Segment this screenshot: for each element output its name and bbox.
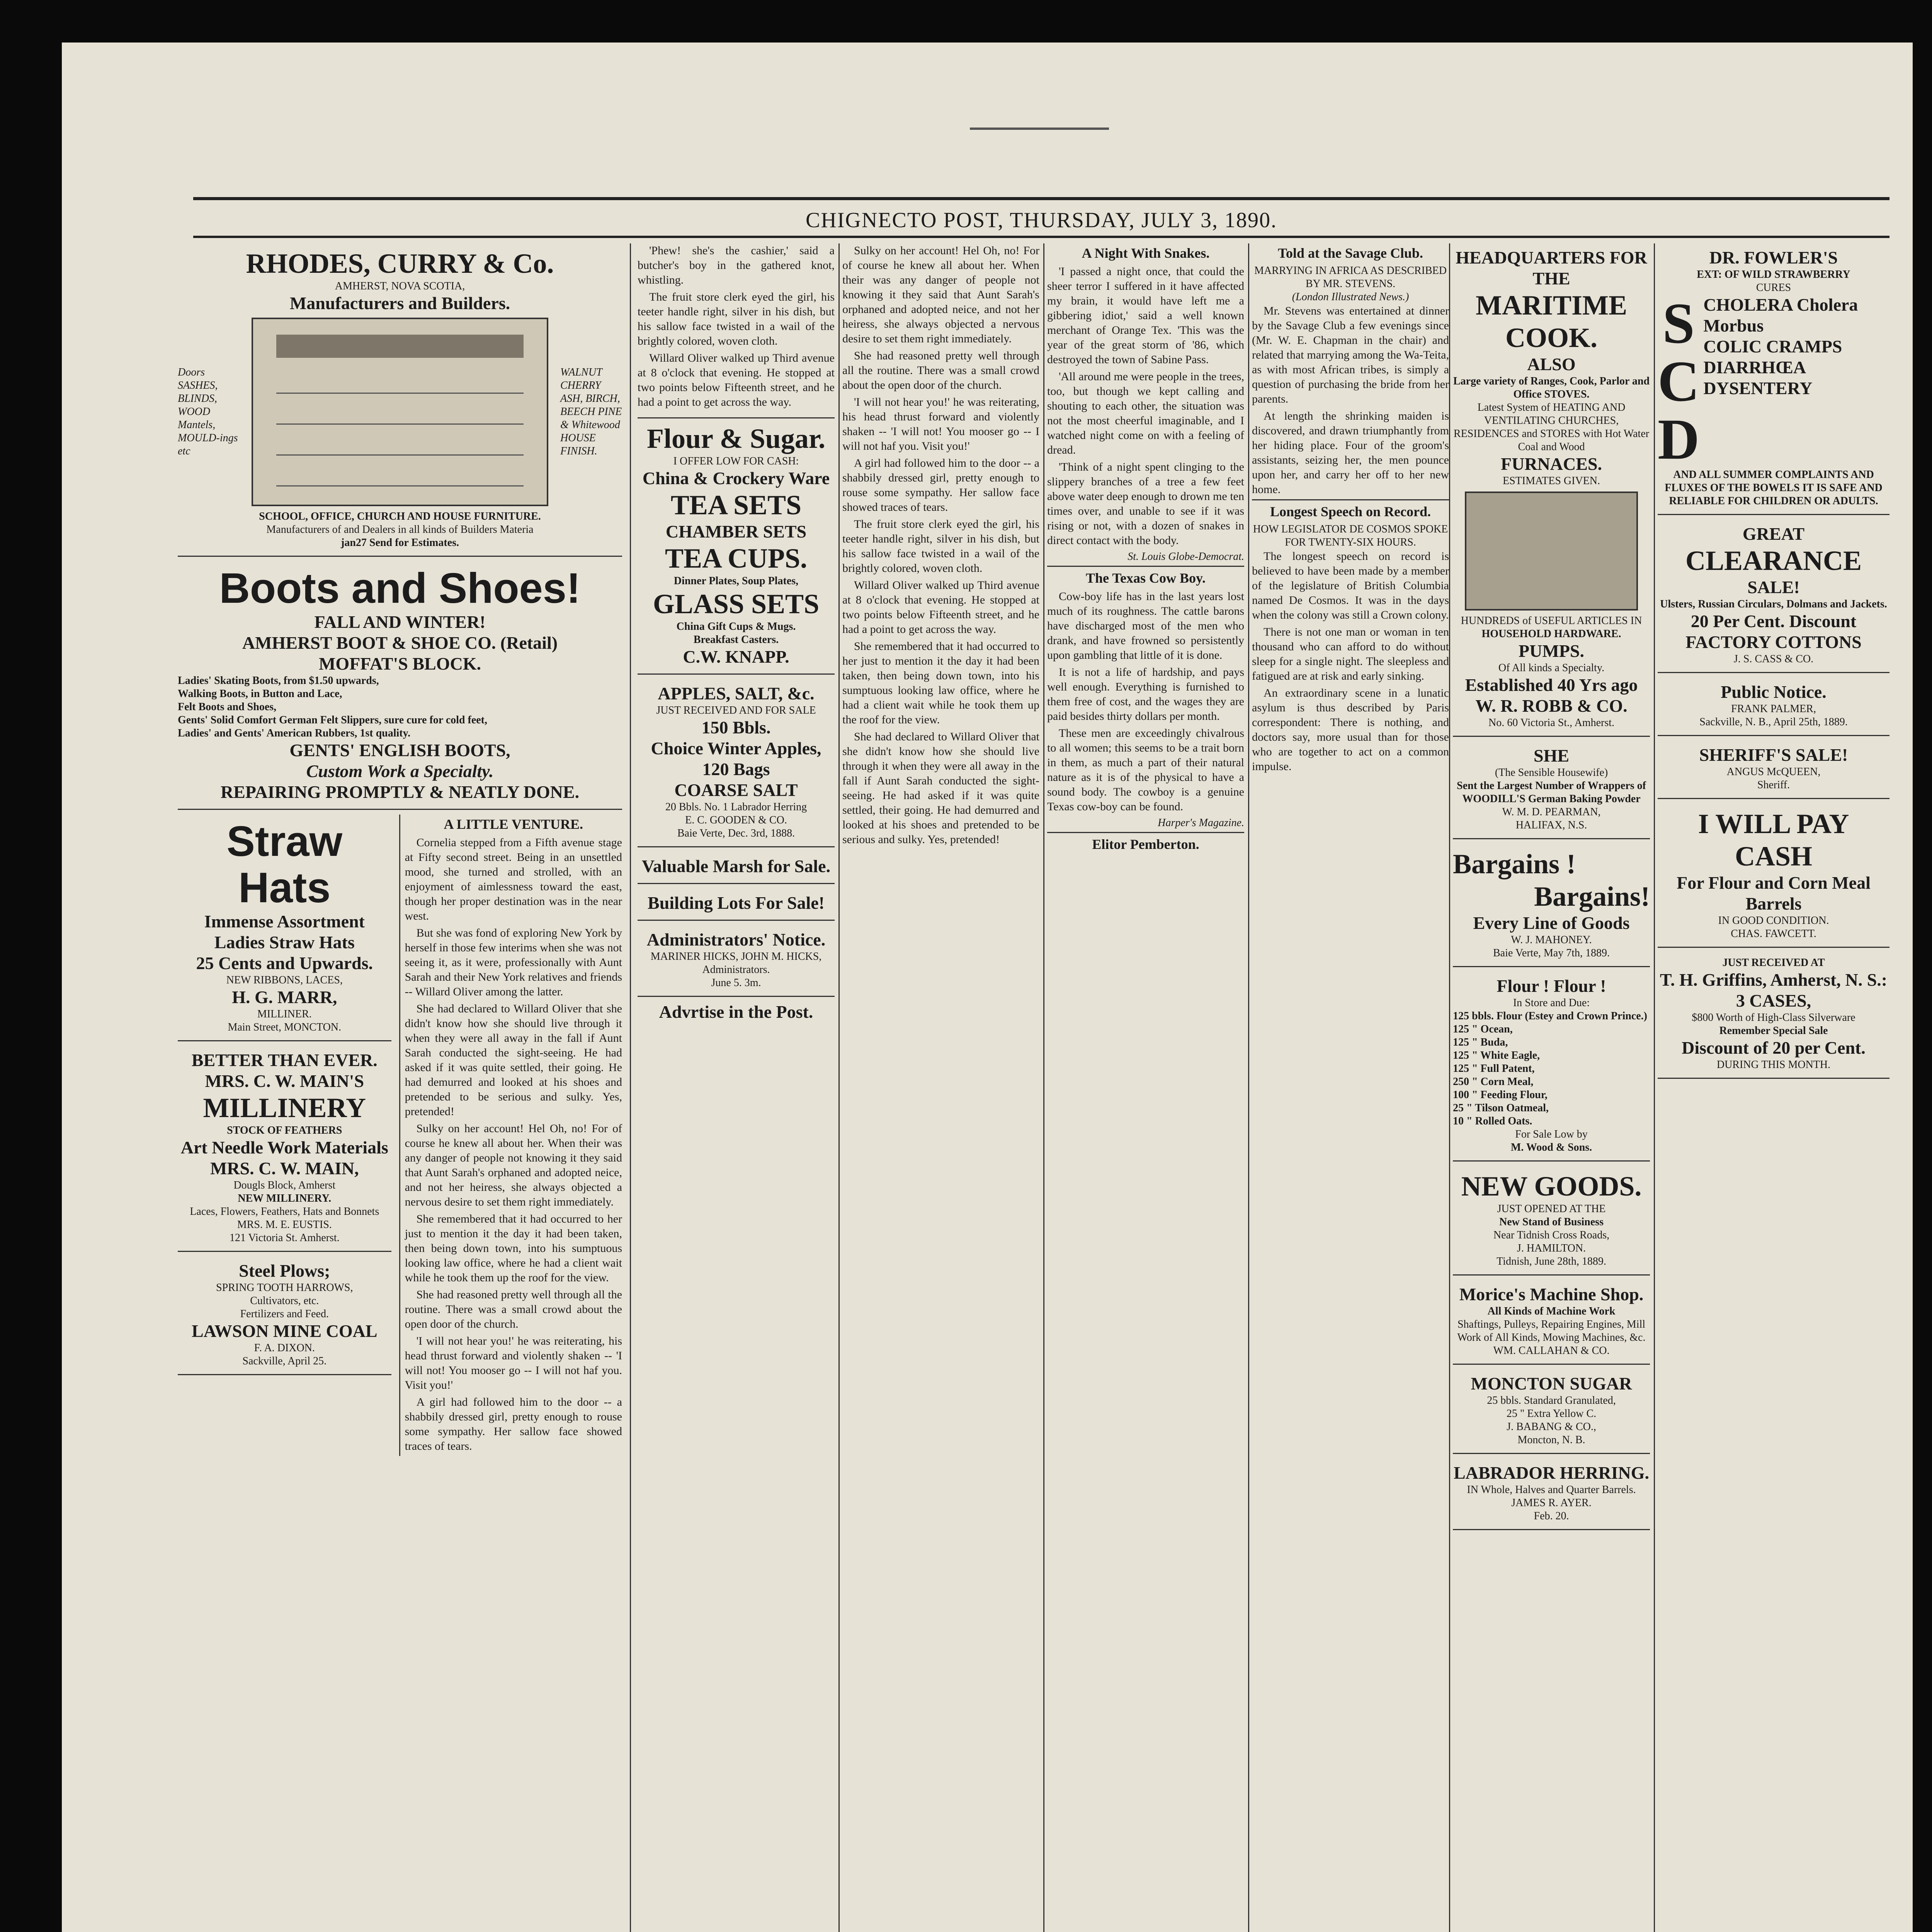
cowboy-p2: It is not a life of hardship, and pays well enough. Everything is furnished to them free of cost, and the wages they are paid besides thirty dollars per month. — [1047, 666, 1244, 723]
apples-choice: Choice Winter Apples, — [651, 738, 821, 758]
speech-sub: HOW LEGISLATOR DE COSMOS SPOKE FOR TWENTY-SIX HOURS. — [1253, 523, 1448, 548]
flour-chamber: CHAMBER SETS — [665, 522, 807, 541]
column-4 — [842, 243, 1039, 1932]
main-feathers: STOCK OF FEATHERS — [227, 1124, 342, 1136]
fowler-cures: CURES — [1756, 282, 1791, 294]
maritime-pumps: PUMPS. — [1519, 641, 1584, 661]
boots-repairing: REPAIRING PROMPTLY & NEATLY DONE. — [220, 782, 580, 802]
newgoods-hamilton: J. HAMILTON. — [1517, 1242, 1586, 1254]
newspaper-page — [62, 43, 1913, 1932]
marr-role: MILLINER. — [257, 1008, 312, 1020]
morice-ad — [1453, 1280, 1650, 1365]
rhodes-tagline: Manufacturers and Builders. — [289, 293, 510, 313]
flour2-row: 125 " Buda, — [1453, 1036, 1508, 1048]
cowboy-credit: Harper's Magazine. — [1158, 817, 1244, 829]
venture-cont-3: 'I will not hear you!' he was reiterating, his head thrust forward and violently shaken -- 'I will not! You mooser go -- I will not haf you. Visit you!' — [842, 396, 1039, 452]
marsh-title: Valuable Marsh for Sale. — [641, 856, 831, 876]
cash-name: CHAS. FAWCETT. — [1731, 928, 1816, 940]
maritime-title: MARITIME COOK. — [1476, 290, 1627, 353]
she-brand: WOODILL'S German Baking Powder — [1462, 793, 1641, 805]
main-laces: Laces, Flowers, Feathers, Hats and Bonnets — [190, 1206, 379, 1218]
moncton-place: Moncton, N. B. — [1517, 1434, 1585, 1446]
newgoods-title: NEW GOODS. — [1461, 1171, 1642, 1202]
fowler-diarrhoea: DIARRHŒA DYSENTERY — [1703, 357, 1813, 398]
fowler-summer: AND ALL SUMMER COMPLAINTS AND FLUXES OF THE BOWELS IT IS SAFE AND RELIABLE FOR CHILDREN OR ADULTS. — [1665, 469, 1883, 507]
morice-shafting: Shaftings, Pulleys, Repairing Engines, Mill Work of All Kinds, Mowing Machines, &c. — [1457, 1318, 1646, 1344]
maritime-robb: W. R. ROBB & CO. — [1475, 696, 1628, 716]
cowboy-p3: These men are exceedingly chivalrous to all women; this seems to be a trait born in them, as much a part of their natural nature as it is of the physical to have a sound body. The cowboy is a genuine Texas cow-boy can be found. — [1047, 727, 1244, 813]
flour2-title: Flour ! Flour ! — [1497, 976, 1606, 996]
snakes-p2: 'All around me were people in the trees, too, but though we kept calling and shouting to each other, the situation was not the most cheerful imaginable, and I watched night come on with a feeling of dread. — [1047, 370, 1244, 456]
snakes-p1: 'I passed a night once, that could the sheer terror I suffered in it have affected my brain, it would have left me a gibbering idiot,' said a well known merchant of Orange Tex. 'This was the year of the great storm of '86, which destroyed the town of Sabine Pass. — [1047, 265, 1244, 366]
maritime-pumps-sub: Of All kinds a Specialty. — [1498, 662, 1605, 674]
cowboy-title: The Texas Cow Boy. — [1047, 566, 1244, 585]
she-pearman: W. M. D. PEARMAN, — [1502, 806, 1601, 818]
new-millinery: NEW MILLINERY. — [238, 1192, 332, 1204]
snakes-credit: St. Louis Globe-Democrat. — [1128, 551, 1244, 563]
steel-dixon: F. A. DIXON. — [254, 1342, 315, 1354]
maritime-ad — [1453, 243, 1650, 737]
straw-hats-ad — [178, 815, 391, 1041]
she-title: SHE — [1533, 746, 1570, 765]
rhodes-right-list: WALNUT CHERRY ASH, BIRCH, BEECH PINE & Whitewood HOUSE FINISH. — [560, 366, 622, 457]
venture-p4: Sulky on her account! Hel Oh, no! For of course he knew all about her. When their was any danger of people not knowing it they said that Aunt Sarah's orphaned and adopted neice, and not her heiress, she always objected a nervous desire to set them right immediately. — [405, 1122, 622, 1208]
venture-p6: She had reasoned pretty well through all the routine. There was a small crowd about the open door of the church. — [405, 1288, 622, 1330]
maritime-estimates: ESTIMATES GIVEN. — [1503, 475, 1600, 487]
marr-name: H. G. MARR, — [232, 987, 337, 1007]
clearance-cass: J. S. CASS & CO. — [1733, 653, 1814, 665]
main-better: BETTER THAN EVER. — [191, 1050, 378, 1070]
steel-title: Steel Plows; — [239, 1261, 330, 1281]
apples-ad — [638, 679, 835, 847]
flour-tea-sets: TEA SETS — [670, 490, 802, 520]
steel-plows-ad — [178, 1257, 391, 1375]
labrador-date: Feb. 20. — [1534, 1510, 1569, 1522]
moncton-l1: 25 bbls. Standard Granulated, — [1487, 1395, 1616, 1406]
clearance-discount: 20 Per Cent. Discount — [1690, 611, 1857, 631]
rhodes-estimates: jan27 Send for Estimates. — [341, 537, 459, 549]
cash-ad — [1658, 804, 1889, 948]
steel-coal: LAWSON MINE COAL — [192, 1321, 378, 1341]
savage-title: Told at the Savage Club. — [1278, 245, 1423, 261]
main-millinery-ad — [178, 1046, 391, 1252]
flour-wood-ad — [1453, 972, 1650, 1162]
flour-gift: China Gift Cups & Mugs. — [676, 621, 796, 633]
handwritten-mark — [970, 89, 1109, 130]
apples-salt: COARSE SALT — [674, 780, 798, 800]
public-sig: FRANK PALMER, — [1731, 703, 1816, 715]
venture-p7: 'I will not hear you!' he was reiterating, his head thrust forward and violently shaken -- 'I will not! You mooser go -- I will not haf you. Visit you!' — [405, 1335, 622, 1391]
cash-title: I WILL PAY CASH — [1698, 808, 1849, 872]
morice-callahan: WM. CALLAHAN & CO. — [1493, 1345, 1610, 1357]
griffins-cases: 3 CASES, — [1736, 991, 1811, 1010]
apples-received: JUST RECEIVED AND FOR SALE — [656, 704, 816, 716]
maritime-furnaces: FURNACES. — [1501, 454, 1602, 474]
pemberton-title: Elitor Pemberton. — [1047, 832, 1244, 852]
maritime-latest: Latest System of HEATING AND VENTILATING CHURCHES, RESIDENCES and STORES with Hot Water Coal and Wood — [1453, 401, 1650, 453]
column-5 — [1047, 243, 1244, 1932]
moncton-sugar-ad — [1453, 1369, 1650, 1454]
flour-knapp: C.W. KNAPP. — [683, 647, 789, 667]
maritime-address: No. 60 Victoria St., Amherst. — [1488, 717, 1614, 729]
newgoods-stand: New Stand of Business — [1499, 1216, 1604, 1228]
boots-line-1: Ladies' Skating Boots, from $1.50 upwards, — [178, 675, 379, 687]
straw-ladies: Ladies Straw Hats — [214, 932, 355, 952]
she-place: HALIFAX, N.S. — [1515, 819, 1587, 831]
steel-place: Sackville, April 25. — [242, 1355, 327, 1367]
venture-p11: Willard Oliver walked up Third avenue at 8 o'clock that evening. He stopped at two points below Fifteenth street, and he had a point to get across the way. — [638, 352, 835, 408]
flour-sugar-ad — [638, 417, 835, 675]
griffins-silver: $800 Worth of High-Class Silverware — [1692, 1012, 1855, 1024]
she-sub: (The Sensible Housewife) — [1495, 767, 1608, 779]
maritime-hq: HEADQUARTERS FOR THE — [1456, 248, 1647, 288]
flour-china: China & Crockery Ware — [642, 468, 830, 488]
boots-block: MOFFAT'S BLOCK. — [319, 654, 481, 673]
griffins-remember: Remember Special Sale — [1719, 1025, 1828, 1037]
scd-letters: S C D — [1658, 294, 1700, 468]
admin-names: MARINER HICKS, JOHN M. HICKS, — [650, 951, 822, 963]
snakes-p3: 'Think of a night spent clinging to the slippery branches of a tree a few feet above water deep enough to drown me ten times over, and unable to see if it was rising or not, with a dozen of snakes in direct contact with the body. — [1047, 461, 1244, 547]
lots-ad — [638, 889, 835, 921]
maritime-hundreds: HUNDREDS of USEFUL ARTICLES IN — [1461, 615, 1642, 627]
boots-custom: Custom Work a Specialty. — [306, 761, 494, 781]
straw-title: Straw Hats — [226, 818, 343, 912]
furnace-illustration — [1465, 492, 1638, 611]
venture-p8: A girl had followed him to the door -- a shabbily dressed girl, pretty enough to rouse some sympathy. Her sallow face showed traces of tears. — [405, 1396, 622, 1452]
morice-title: Morice's Machine Shop. — [1459, 1284, 1644, 1304]
marsh-ad — [638, 852, 835, 884]
clearance-ad — [1658, 520, 1889, 673]
clearance-sale: SALE! — [1747, 577, 1800, 597]
venture-cont-7: She remembered that it had occurred to her just to mention it the day it had been taken, then being down town, into his sumptuous looking law office, where he had a client wait while he took them up the roof for the view. — [842, 640, 1039, 726]
venture-p3: She had declared to Willard Oliver that she didn't know how she should live through it when they were all away in the fall if Aunt Sarah conducted the sight-seeing. He had asked if it was quite settled, their going. He had demurred and looked at his shoes and pretended to be serious and sulky. Yes, pretended! — [405, 1002, 622, 1118]
rhodes-left-list: Doors SASHES, BLINDS, WOOD Mantels, MOULD-ings etc — [178, 366, 238, 457]
boots-line-3: Felt Boots and Shoes, — [178, 701, 277, 713]
speech-p2: There is not one man or woman in ten thousand who can afford to do without sleep for a single night. The sleepless and fatigued are at risk and early sinking. — [1252, 626, 1449, 682]
snakes-title: A Night With Snakes. — [1082, 245, 1210, 261]
public-title: Public Notice. — [1721, 682, 1827, 702]
factory-illustration — [252, 318, 548, 506]
flour-title: Flour & Sugar. — [646, 423, 826, 454]
boots-title: Boots and Shoes! — [219, 565, 581, 612]
boots-company: AMHERST BOOT & SHOE CO. (Retail) — [242, 633, 558, 653]
public-date: Sackville, N. B., April 25th, 1889. — [1699, 716, 1848, 728]
venture-p1: Cornelia stepped from a Fifth avenue stage at Fifty second street. Being in an unsettled mood, she turned and strolled, with an enjoyment of aimlessness toward the east, though her proper destination was in the near west. — [405, 836, 622, 922]
venture-p10: The fruit store clerk eyed the girl, his teeter handle right, silver in his dish, but his sallow face twisted in a wail of the brightly colored, woven cloth. — [638, 291, 835, 347]
column-8 — [1658, 243, 1889, 1932]
venture-p2: But she was fond of exploring New York by herself in those few interims when she was not seeing it, as it were, professionally with Aunt Sarah and their New York relatives and friends -- Willard Oliver among the latter. — [405, 927, 622, 998]
she-line: Sent the Largest Number of Wrappers of — [1457, 780, 1646, 792]
venture-p9: 'Phew! she's the cashier,' said a butcher's boy in the gathered knot, whistling. — [638, 244, 835, 286]
flour2-store: In Store and Due: — [1513, 997, 1590, 1009]
bargains-2: Bargains! — [1534, 881, 1650, 912]
flour-cups: TEA CUPS. — [665, 543, 808, 574]
apples-labrador: 20 Bbls. No. 1 Labrador Herring — [665, 801, 807, 813]
fowler-colic: COLIC CRAMPS — [1703, 337, 1842, 356]
flour2-row: 125 " Ocean, — [1453, 1023, 1513, 1035]
venture-title: A LITTLE VENTURE. — [444, 816, 583, 832]
cowboy-p1: Cow-boy life has in the last years lost much of its roughness. The cattle barons have discharged most of the men who drank, and have frowned so persistently upon gambling that little of it is done. — [1047, 590, 1244, 662]
boots-season: FALL AND WINTER! — [314, 612, 486, 632]
clearance-title: CLEARANCE — [1685, 545, 1862, 576]
apples-title: APPLES, SALT, &c. — [658, 684, 815, 703]
bargains-mahoney: W. J. MAHONEY. — [1511, 934, 1592, 946]
venture-cont-2: She had reasoned pretty well through all the routine. There was a small crowd about the open door of the church. — [842, 349, 1039, 391]
rhodes-name: RHODES, CURRY & Co. — [246, 248, 554, 279]
advertise-line: Advrtise in the Post. — [659, 1002, 813, 1022]
cash-cond: IN GOOD CONDITION. — [1718, 915, 1829, 927]
labrador-ayer: JAMES R. AYER. — [1511, 1497, 1592, 1509]
column-3 — [638, 243, 835, 1932]
rhodes-dealers: Manufacturers of and Dealers in all kinds of Builders Materia — [266, 524, 534, 536]
straw-ribbons: NEW RIBBONS, LACES, — [226, 974, 343, 986]
flour2-row: 125 " Full Patent, — [1453, 1063, 1535, 1075]
admin-ad — [638, 925, 835, 997]
flour2-row: 250 " Corn Meal, — [1453, 1076, 1534, 1088]
sheriff-name: ANGUS McQUEEN, — [1726, 766, 1821, 778]
masthead-rule — [193, 236, 1889, 238]
morice-kinds: All Kinds of Machine Work — [1487, 1305, 1616, 1317]
venture-cont-4: A girl had followed him to the door -- a shabbily dressed girl, pretty enough to rouse some sympathy. Her sallow face showed traces of tears. — [842, 457, 1039, 514]
lots-title: Building Lots For Sale! — [648, 893, 825, 913]
moncton-title: MONCTON SUGAR — [1471, 1374, 1632, 1393]
boots-line-5: Ladies' and Gents' American Rubbers, 1st quality. — [178, 727, 411, 739]
venture-p5: She remembered that it had occurred to her just to mention it the day it had been taken, then being down town, into his sumptuous looking law office, where he had a client wait while he took them up the roof for the view. — [405, 1213, 622, 1284]
fowler-title: DR. FOWLER'S — [1709, 248, 1838, 267]
savage-sub: MARRYING IN AFRICA AS DESCRIBED BY MR. STEVENS. — [1254, 265, 1447, 290]
flour-offer: I OFFER LOW FOR CASH: — [673, 455, 799, 467]
labrador-sub: IN Whole, Halves and Quarter Barrels. — [1467, 1484, 1636, 1496]
boots-line-4: Gents' Solid Comfort German Felt Slippers, sure cure for cold feet, — [178, 714, 487, 726]
column-6 — [1252, 243, 1449, 1932]
new-goods-ad — [1453, 1166, 1650, 1276]
rhodes-sub: SCHOOL, OFFICE, CHURCH AND HOUSE FURNITURE. — [259, 510, 541, 522]
eustis-name: MRS. M. E. EUSTIS. — [237, 1219, 332, 1231]
flour2-row: 25 " Tilson Oatmeal, — [1453, 1102, 1549, 1114]
boots-english: GENTS' ENGLISH BOOTS, — [289, 740, 510, 760]
rhodes-location: AMHERST, NOVA SCOTIA, — [335, 280, 465, 292]
labrador-ad — [1453, 1459, 1650, 1530]
main-name-2: MRS. C. W. MAIN, — [210, 1158, 359, 1178]
newgoods-opened: JUST OPENED AT THE — [1497, 1203, 1606, 1215]
rhodes-ad — [178, 243, 622, 557]
clearance-ulsters: Ulsters, Russian Circulars, Dolmans and Jackets. — [1660, 598, 1887, 610]
admin-role: Administrators. — [702, 964, 770, 976]
fowler-ad — [1658, 243, 1889, 515]
savage-p1: Mr. Stevens was entertained at dinner by the Savage Club a few evenings since (Mr. W. E. Chapman in the chair) and related that marrying among the Wa-Teita, as with most African tribes, is simply a question of purchasing the bride from her parents. — [1252, 304, 1449, 405]
masthead: CHIGNECTO POST, THURSDAY, JULY 3, 1890. — [193, 197, 1889, 233]
griffins-ad — [1658, 952, 1889, 1079]
main-millinery: MILLINERY — [203, 1092, 366, 1123]
sheriff-title: SHERIFF'S SALE! — [1699, 745, 1848, 765]
bargains-stock: Every Line of Goods — [1473, 913, 1630, 933]
eustis-address: 121 Victoria St. Amherst. — [229, 1232, 340, 1244]
griffins-discount: Discount of 20 per Cent. — [1682, 1038, 1866, 1058]
maritime-established: Established 40 Yrs ago — [1465, 675, 1638, 695]
griffins-month: DURING THIS MONTH. — [1716, 1059, 1831, 1071]
steel-cult: Cultivators, etc. — [250, 1295, 319, 1307]
apples-bbls: 150 Bbls. — [701, 718, 771, 737]
marr-address: Main Street, MONCTON. — [228, 1021, 342, 1033]
venture-cont-1: Sulky on her account! Hel Oh, no! For of course he knew all about her. When their was any danger of people not knowing it they said that Aunt Sarah's orphaned and adopted neice, and not her heiress, she always objected a nervous desire to set them right immediately. — [842, 244, 1039, 345]
clearance-great: GREAT — [1742, 524, 1805, 544]
bargains-date: Baie Verte, May 7th, 1889. — [1493, 947, 1610, 959]
flour2-row: 125 " White Eagle, — [1453, 1049, 1540, 1061]
main-name: MRS. C. W. MAIN'S — [205, 1071, 364, 1091]
flour2-row: 100 " Feeding Flour, — [1453, 1089, 1548, 1101]
column-7 — [1453, 243, 1650, 1932]
maritime-variety: Large variety of Ranges, Cook, Parlor and Office STOVES. — [1453, 375, 1650, 400]
main-art: Art Needle Work Materials — [180, 1138, 388, 1157]
maritime-also: ALSO — [1527, 354, 1576, 374]
fowler-cholera: CHOLERA Cholera Morbus — [1703, 295, 1858, 335]
flour2-row: 125 bbls. Flour (Estey and Crown Prince.) — [1453, 1010, 1647, 1022]
maritime-household: HOUSEHOLD HARDWARE. — [1481, 628, 1621, 640]
apples-bags: 120 Bags — [702, 759, 770, 779]
flour2-sale: For Sale Low by — [1515, 1128, 1588, 1140]
venture-cont-8: She had declared to Willard Oliver that she didn't know how she should live through it when they were all away in the fall if Aunt Sarah conducted the sight-seeing. He had asked if it was quite settled, their going. He had demurred and looked at his shoes and pretended to be serious and sulky. Yes, pretended! — [842, 730, 1039, 846]
flour2-row: 10 " Rolled Oats. — [1453, 1115, 1532, 1127]
labrador-title: LABRADOR HERRING. — [1453, 1463, 1650, 1483]
newgoods-near: Near Tidnish Cross Roads, — [1493, 1229, 1610, 1241]
admin-date: June 5. 3m. — [711, 977, 761, 989]
fowler-ext: EXT: OF WILD STRAWBERRY — [1697, 269, 1850, 281]
griffins-name: T. H. Griffins, Amherst, N. S.: — [1660, 970, 1888, 990]
admin-title: Administrators' Notice. — [646, 930, 826, 949]
boots-ad — [178, 561, 622, 810]
bargains-1: Bargains ! — [1453, 849, 1576, 879]
apples-gooden: E. C. GOODEN & CO. — [685, 814, 787, 826]
sheriff-ad — [1658, 741, 1889, 799]
column-1 — [178, 243, 622, 1932]
straw-price: 25 Cents and Upwards. — [196, 953, 373, 973]
flour-dinner: Dinner Plates, Soup Plates, — [673, 575, 799, 587]
savage-source: (London Illustrated News.) — [1292, 291, 1409, 303]
clearance-factory: FACTORY COTTONS — [1685, 632, 1862, 652]
steel-harrows: SPRING TOOTH HARROWS, — [216, 1282, 353, 1294]
venture-cont-6: Willard Oliver walked up Third avenue at 8 o'clock that evening. He stopped at two points below Fifteenth street, and he had a point to get across the way. — [842, 579, 1039, 636]
speech-title: Longest Speech on Record. — [1252, 499, 1449, 519]
speech-p3: An extraordinary scene in a lunatic asylum is thus described by Paris correspondent: There is nothing, and doctors say, more usual than for those who are together to act on a common impulse. — [1252, 687, 1449, 773]
moncton-l2: 25 " Extra Yellow C. — [1506, 1408, 1597, 1420]
public-notice-ad — [1658, 678, 1889, 736]
newgoods-date: Tidnish, June 28th, 1889. — [1497, 1255, 1606, 1267]
flour-casters: Breakfast Casters. — [693, 634, 779, 646]
main-block: Dougls Block, Amherst — [233, 1179, 336, 1191]
speech-p1: The longest speech on record is believed to have been made by a member of the legislature of British Columbia named De Cosmos. It was in the days when the colony was still a Crown colony. — [1252, 550, 1449, 621]
boots-line-2: Walking Boots, in Button and Lace, — [178, 688, 342, 700]
venture-cont-5: The fruit store clerk eyed the girl, his teeter handle right, silver in his dish, but his sallow face twisted in a wail of the brightly colored, woven cloth. — [842, 518, 1039, 575]
apples-place: Baie Verte, Dec. 3rd, 1888. — [677, 827, 795, 839]
griffins-title: JUST RECEIVED AT — [1722, 957, 1825, 969]
flour2-wood: M. Wood & Sons. — [1510, 1141, 1592, 1153]
straw-immense: Immense Assortment — [204, 912, 365, 931]
bargains-ad — [1453, 844, 1650, 967]
sheriff-role: Sheriff. — [1757, 779, 1790, 791]
moncton-babang: J. BABANG & CO., — [1507, 1421, 1596, 1433]
cash-sub: For Flour and Corn Meal Barrels — [1677, 873, 1871, 913]
savage-p2: At length the shrinking maiden is discovered, and drawn triumphantly from her hiding place. Four of the groom's assistants, seizing her, the men pounce upon her, and carry her off to her new home. — [1252, 410, 1449, 496]
flour-glass: GLASS SETS — [653, 588, 820, 619]
steel-fert: Fertilizers and Feed. — [240, 1308, 329, 1320]
she-ad — [1453, 742, 1650, 839]
